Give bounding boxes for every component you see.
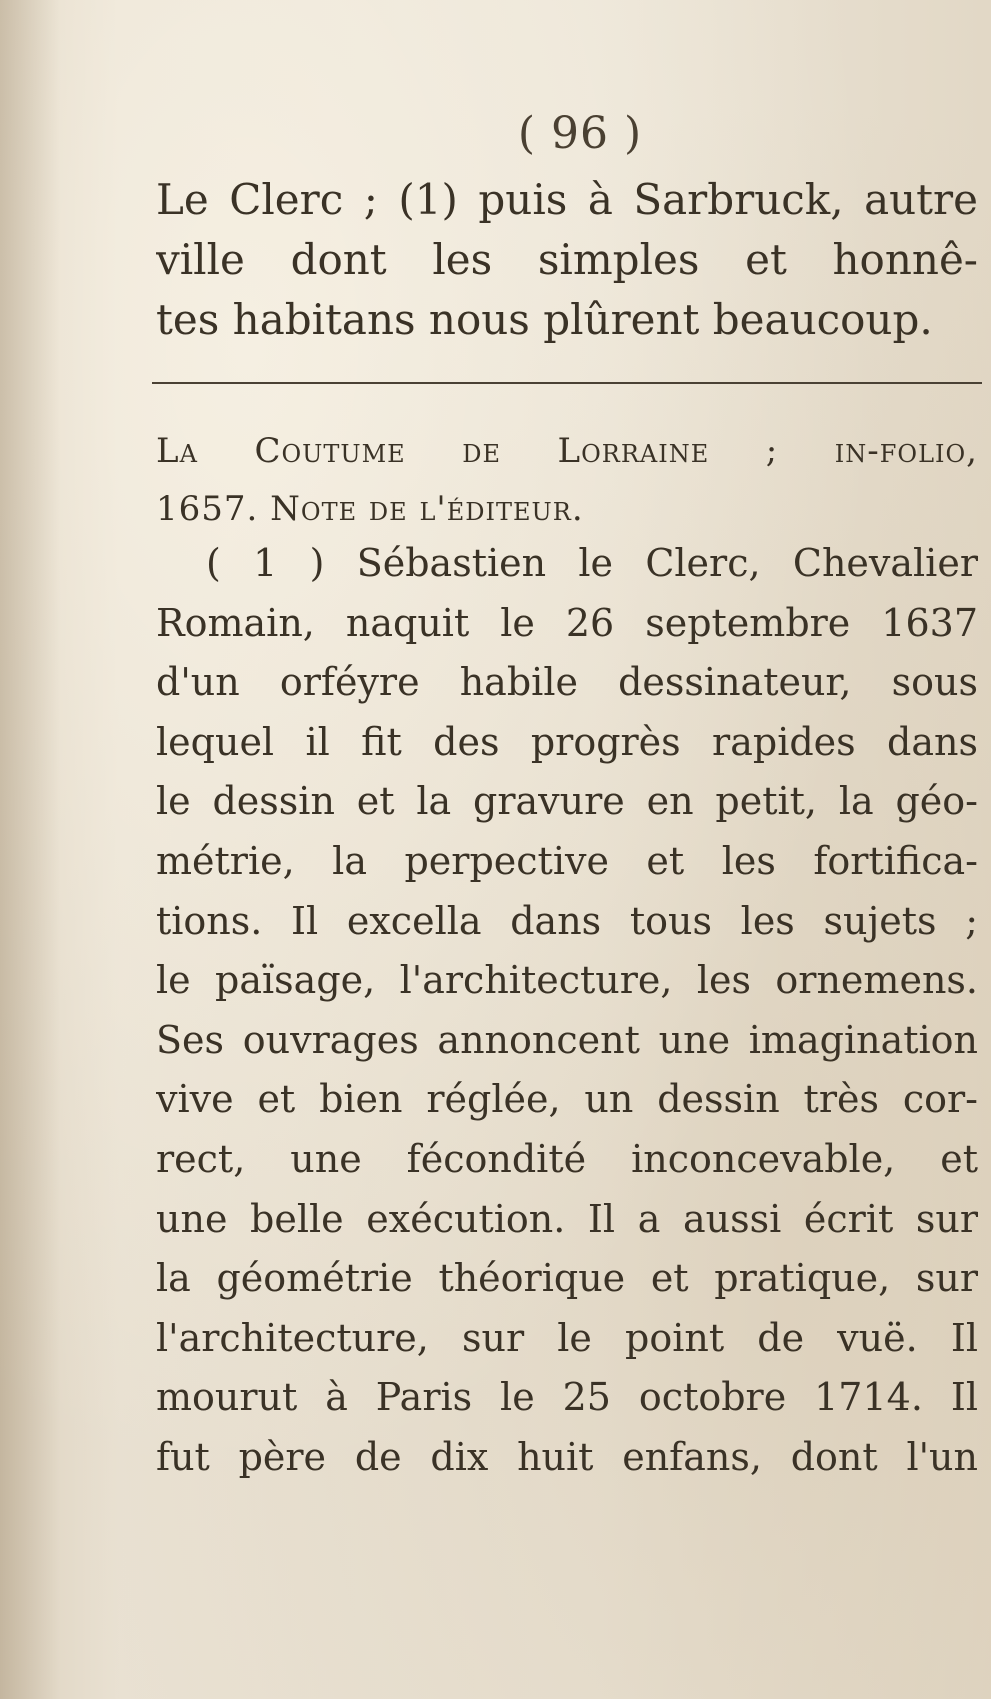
- main-text-line: ville dont les simples et honnê-: [156, 235, 978, 284]
- footnote: [156, 534, 978, 1488]
- footnote-line: métrie, la perpective et les fortifica-: [156, 838, 978, 883]
- footnote-line: une belle exécution. Il a aussi écrit sur: [156, 1196, 978, 1241]
- footnote-line: la géométrie théorique et pratique, sur: [156, 1256, 978, 1301]
- footnote-line: lequel il fit des progrès rapides dans: [156, 719, 978, 764]
- footnote-line: vive et bien réglée, un dessin très cor-: [156, 1077, 978, 1122]
- footnote-line: le païsage, l'architecture, les ornemens.: [156, 958, 978, 1003]
- editor-note-line: 1657. Note de l'éditeur.: [156, 489, 584, 529]
- editor-note: [156, 422, 978, 538]
- main-text-line: tes habitans nous plûrent beaucoup.: [156, 295, 933, 344]
- page-number: ( 96 ): [517, 108, 643, 159]
- footnote-line: Romain, naquit le 26 septembre 1637: [156, 600, 978, 645]
- footnote-line: fut père de dix huit enfans, dont l'un: [156, 1434, 978, 1479]
- main-text: [156, 170, 978, 350]
- main-text-line: Le Clerc ; (1) puis à Sarbruck, autre: [156, 175, 978, 224]
- section-divider: [152, 382, 982, 384]
- footnote-line: le dessin et la gravure en petit, la géo-: [156, 779, 978, 824]
- editor-note-line: La Coutume de Lorraine ; in-folio,: [156, 431, 978, 471]
- footnote-line: l'architecture, sur le point de vuë. Il: [156, 1315, 978, 1360]
- footnote-line: ( 1 ) Sébastien le Clerc, Chevalier: [206, 541, 978, 585]
- footnote-line: d'un orféyre habile dessinateur, sous: [156, 660, 978, 705]
- footnote-line: tions. Il excella dans tous les sujets ;: [156, 898, 978, 943]
- footnote-line: Ses ouvrages annoncent une imagination: [156, 1017, 978, 1062]
- footnote-line: rect, une fécondité inconcevable, et: [156, 1136, 978, 1181]
- footnote-line: mourut à Paris le 25 octobre 1714. Il: [156, 1375, 978, 1420]
